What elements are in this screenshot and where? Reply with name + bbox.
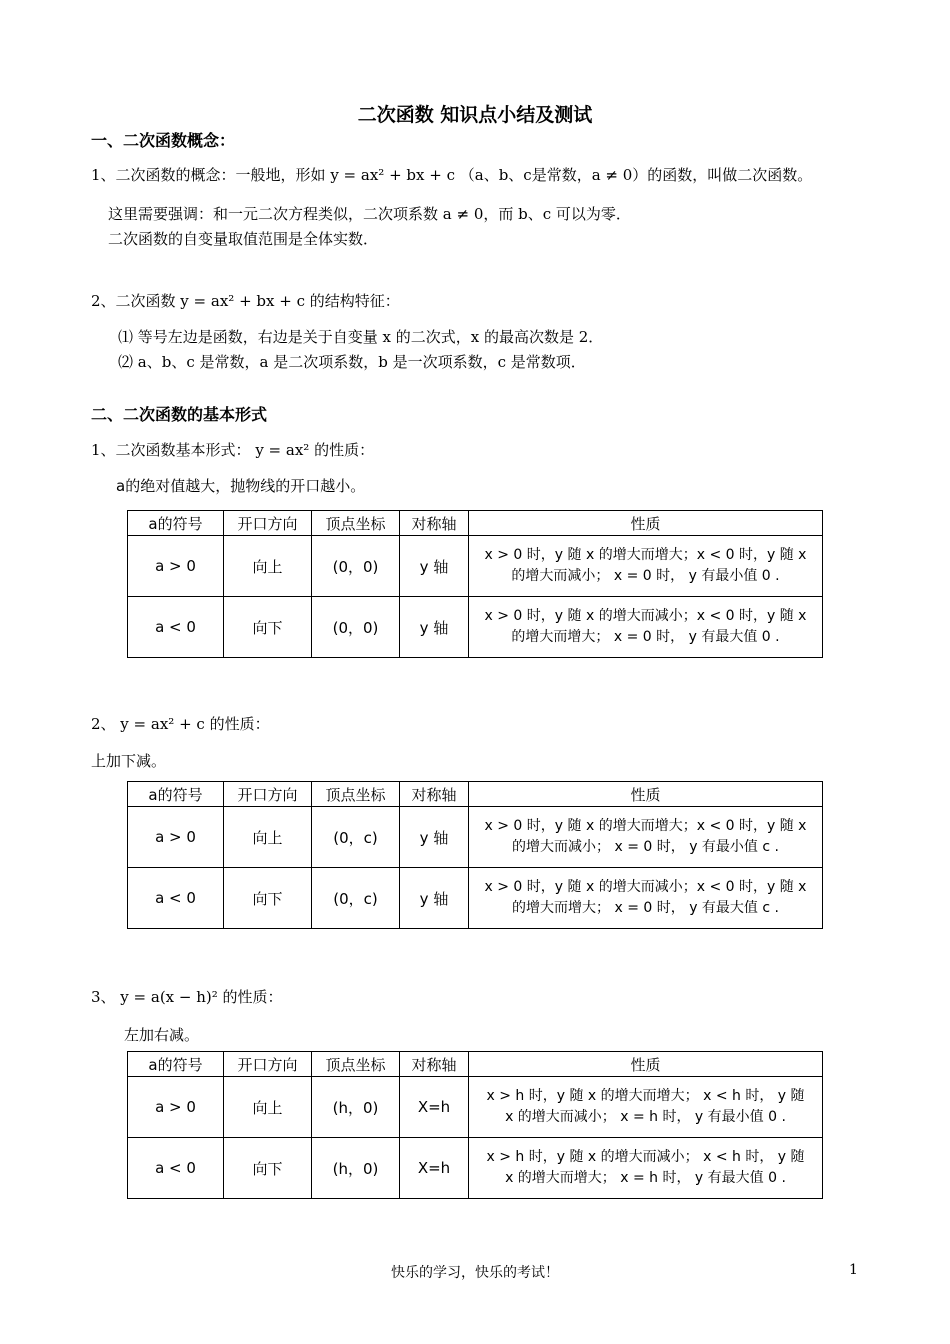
- vertex-cell: (h，0): [312, 1077, 400, 1138]
- section-heading-forms: 二、二次函数的基本形式: [91, 405, 268, 424]
- vertex-cell: (0，0): [312, 597, 400, 658]
- note-form-3: 左加右减。: [124, 1026, 200, 1044]
- property-line: x 的增大而增大； x = h 时， y 有最大值 0 .: [505, 1170, 786, 1186]
- direction-cell: 向上: [224, 1077, 312, 1138]
- note-form-2: 上加下减。: [91, 752, 167, 770]
- header-cell: 开口方向: [224, 511, 312, 536]
- axis-cell: X=h: [400, 1138, 469, 1199]
- property-cell: [469, 807, 823, 868]
- table-row: [128, 1138, 823, 1199]
- property-line: 的增大而增大； x = 0 时， y 有最大值 c .: [512, 900, 779, 916]
- header-cell: 对称轴: [400, 1052, 469, 1077]
- header-cell: a的符号: [128, 511, 224, 536]
- sign-cell: a < 0: [128, 1138, 224, 1199]
- table-header-row: [128, 511, 823, 536]
- header-cell: 性质: [469, 1052, 823, 1077]
- page-number: 1: [849, 1262, 858, 1278]
- header-cell: 顶点坐标: [312, 511, 400, 536]
- subheading-form-2: 2、 y = ax² + c 的性质：: [91, 715, 270, 733]
- table-header-row: [128, 1052, 823, 1077]
- header-cell: 对称轴: [400, 511, 469, 536]
- properties-table-1: [127, 510, 823, 658]
- property-cell: [469, 1138, 823, 1199]
- vertex-cell: (0，0): [312, 536, 400, 597]
- structure-item-1: ⑴ 等号左边是函数，右边是关于自变量 x 的二次式，x 的最高次数是 2．: [118, 328, 604, 346]
- direction-cell: 向下: [224, 1138, 312, 1199]
- subheading-form-1: 1、二次函数基本形式： y = ax² 的性质：: [91, 441, 375, 459]
- footer-text: 快乐的学习，快乐的考试！: [391, 1265, 559, 1281]
- direction-cell: 向上: [224, 536, 312, 597]
- property-cell: [469, 868, 823, 929]
- direction-cell: 向下: [224, 868, 312, 929]
- header-cell: 开口方向: [224, 1052, 312, 1077]
- properties-table-3: [127, 1051, 823, 1199]
- note-form-1: a的绝对值越大，抛物线的开口越小。: [116, 477, 366, 495]
- header-cell: 顶点坐标: [312, 782, 400, 807]
- property-line: 的增大而减小； x = 0 时， y 有最小值 c .: [512, 839, 779, 855]
- paragraph-domain: 二次函数的自变量取值范围是全体实数．: [108, 230, 379, 248]
- header-cell: a的符号: [128, 1052, 224, 1077]
- header-cell: 开口方向: [224, 782, 312, 807]
- axis-cell: X=h: [400, 1077, 469, 1138]
- header-cell: 性质: [469, 782, 823, 807]
- axis-cell: y 轴: [400, 536, 469, 597]
- property-line: x > h 时，y 随 x 的增大而增大； x < h 时， y 随: [486, 1088, 805, 1104]
- property-line: x 的增大而减小； x = h 时， y 有最小值 0 .: [505, 1109, 786, 1125]
- table-row: [128, 868, 823, 929]
- direction-cell: 向上: [224, 807, 312, 868]
- structure-item-2: ⑵ a、b、c 是常数，a 是二次项系数，b 是一次项系数，c 是常数项．: [118, 353, 586, 371]
- sign-cell: a > 0: [128, 1077, 224, 1138]
- subheading-form-3: 3、 y = a(x − h)² 的性质：: [91, 988, 283, 1006]
- table-header-row: [128, 782, 823, 807]
- vertex-cell: (0，c): [312, 868, 400, 929]
- vertex-cell: (0，c): [312, 807, 400, 868]
- axis-cell: y 轴: [400, 597, 469, 658]
- property-cell: [469, 536, 823, 597]
- section-heading-concept: 一、二次函数概念：: [91, 131, 236, 150]
- property-line: x > 0 时，y 随 x 的增大而增大；x < 0 时，y 随 x: [484, 547, 807, 563]
- table-row: [128, 1077, 823, 1138]
- table-row: [128, 807, 823, 868]
- header-cell: 对称轴: [400, 782, 469, 807]
- property-line: x > 0 时，y 随 x 的增大而减小；x < 0 时，y 随 x: [484, 879, 807, 895]
- property-line: x > h 时，y 随 x 的增大而减小； x < h 时， y 随: [486, 1149, 805, 1165]
- property-line: x > 0 时，y 随 x 的增大而增大；x < 0 时，y 随 x: [484, 818, 807, 834]
- table-row: [128, 597, 823, 658]
- sign-cell: a < 0: [128, 868, 224, 929]
- direction-cell: 向下: [224, 597, 312, 658]
- sign-cell: a > 0: [128, 536, 224, 597]
- header-cell: 性质: [469, 511, 823, 536]
- table-row: [128, 536, 823, 597]
- paragraph-definition: 1、二次函数的概念：一般地，形如 y = ax² + bx + c （a、b、c是常数，a ≠ 0）的函数，叫做二次函数。: [91, 166, 813, 184]
- paragraph-emphasis: 这里需要强调：和一元二次方程类似，二次项系数 a ≠ 0，而 b、c 可以为零．: [108, 205, 631, 223]
- property-cell: [469, 597, 823, 658]
- sign-cell: a > 0: [128, 807, 224, 868]
- header-cell: 顶点坐标: [312, 1052, 400, 1077]
- property-line: 的增大而减小； x = 0 时， y 有最小值 0 .: [511, 568, 780, 584]
- property-line: x > 0 时，y 随 x 的增大而减小；x < 0 时，y 随 x: [484, 608, 807, 624]
- axis-cell: y 轴: [400, 868, 469, 929]
- sign-cell: a < 0: [128, 597, 224, 658]
- header-cell: a的符号: [128, 782, 224, 807]
- property-cell: [469, 1077, 823, 1138]
- paragraph-structure: 2、二次函数 y = ax² + bx + c 的结构特征：: [91, 292, 400, 310]
- property-line: 的增大而增大； x = 0 时， y 有最大值 0 .: [511, 629, 780, 645]
- properties-table-2: [127, 781, 823, 929]
- axis-cell: y 轴: [400, 807, 469, 868]
- vertex-cell: (h，0): [312, 1138, 400, 1199]
- document-title: 二次函数 知识点小结及测试: [357, 104, 593, 126]
